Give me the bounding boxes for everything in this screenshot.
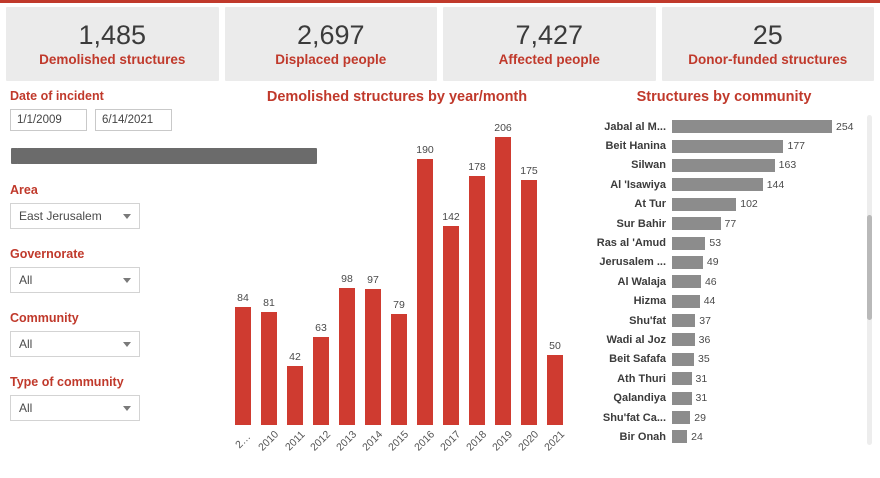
bar[interactable] (547, 355, 563, 425)
chevron-down-icon (123, 342, 131, 347)
governorate-filter (8, 247, 212, 293)
community-bar-wrap (672, 237, 860, 250)
bar[interactable] (495, 137, 511, 425)
community-scrollbar[interactable] (867, 115, 872, 445)
axis-tick (412, 427, 438, 471)
community-bar[interactable] (672, 314, 695, 327)
date-from-input[interactable]: 1/1/2009 (10, 109, 87, 131)
community-label: Community (10, 311, 79, 325)
vertical-bar-axis-labels (230, 427, 568, 471)
community-value-label: 49 (706, 256, 719, 269)
bar-value-label: 63 (315, 321, 327, 334)
kpi-value: 1,485 (78, 19, 147, 50)
axis-tick (386, 427, 412, 471)
community-scrollbar-thumb[interactable] (867, 215, 872, 320)
community-value-label: 37 (699, 314, 711, 327)
axis-tick (438, 427, 464, 471)
date-range-slider[interactable] (14, 147, 208, 165)
kpi-card-donor-funded-structures (662, 7, 875, 81)
kpi-label: Demolished structures (39, 52, 186, 68)
community-bar[interactable] (672, 178, 763, 191)
community-bar-wrap (672, 217, 860, 230)
community-bar[interactable] (672, 159, 775, 172)
community-value-label: 163 (778, 159, 797, 172)
community-bar[interactable] (672, 140, 783, 153)
demolished-structures-by-year-chart (220, 87, 574, 477)
community-dropdown[interactable] (10, 331, 140, 357)
community-bar[interactable] (672, 217, 721, 230)
community-bar-wrap (672, 411, 860, 424)
bar-value-label: 81 (263, 296, 275, 309)
bar-column[interactable] (230, 117, 256, 425)
community-bar[interactable] (672, 295, 700, 308)
bar-value-label: 175 (520, 165, 538, 177)
type-of-community-dropdown-value: All (19, 401, 33, 415)
community-value-label: 44 (703, 295, 716, 308)
community-name: Shu'fat Ca... (602, 411, 666, 424)
community-row[interactable] (574, 233, 860, 252)
community-row[interactable] (574, 311, 860, 330)
community-row[interactable] (574, 388, 860, 407)
axis-tick-label: 2021 (542, 428, 568, 454)
axis-tick-label: 2016 (412, 428, 438, 454)
community-value-label: 31 (695, 372, 708, 385)
bar[interactable] (365, 289, 381, 425)
community-bar-wrap (672, 353, 860, 366)
bar[interactable] (339, 288, 355, 425)
community-bar[interactable] (672, 198, 736, 211)
community-bar[interactable] (672, 275, 701, 288)
axis-tick-label: 2013 (334, 428, 360, 454)
bar-value-label: 50 (549, 340, 561, 352)
axis-tick (230, 427, 256, 471)
bar[interactable] (313, 337, 329, 425)
community-name: Al Walaja (617, 275, 666, 288)
bar-value-label: 97 (367, 274, 379, 287)
community-value-label: 254 (836, 120, 854, 133)
community-bar-wrap (672, 430, 860, 443)
bar[interactable] (235, 307, 251, 425)
community-bar[interactable] (672, 411, 690, 424)
governorate-dropdown-value: All (19, 273, 33, 287)
axis-tick-label: 2019 (490, 428, 516, 454)
bar[interactable] (391, 314, 407, 425)
bar-value-label: 178 (468, 160, 486, 173)
community-row[interactable] (574, 350, 860, 369)
bar[interactable] (287, 366, 303, 425)
bar[interactable] (469, 176, 485, 425)
kpi-value: 7,427 (515, 19, 584, 50)
type-of-community-label: Type of community (10, 375, 124, 389)
community-bar-wrap (672, 314, 860, 327)
bar-column[interactable] (412, 117, 438, 425)
community-name: Sur Bahir (616, 217, 666, 230)
community-bar-wrap (672, 198, 860, 211)
community-bar-wrap (672, 256, 860, 269)
axis-tick (256, 427, 282, 471)
date-of-incident-label: Date of incident (10, 89, 104, 103)
kpi-value: 25 (752, 19, 783, 50)
community-name: Ath Thuri (617, 372, 666, 385)
chevron-down-icon (123, 214, 131, 219)
chevron-down-icon (123, 406, 131, 411)
bar-column[interactable] (256, 117, 282, 425)
community-name: Hizma (633, 295, 666, 308)
bar-column[interactable] (464, 117, 490, 425)
community-row[interactable] (574, 195, 860, 214)
community-bar[interactable] (672, 237, 705, 250)
bar-value-label: 206 (494, 121, 512, 134)
community-name: Bir Onah (619, 430, 666, 443)
community-bar-wrap (672, 178, 860, 191)
community-value-label: 24 (691, 430, 703, 443)
community-bar[interactable] (672, 392, 692, 405)
community-dropdown-value: All (19, 337, 33, 351)
community-filter (8, 311, 212, 357)
community-row[interactable] (574, 117, 860, 136)
axis-tick-label: 2012 (308, 428, 334, 454)
kpi-card-affected-people (443, 7, 656, 81)
community-row[interactable] (574, 369, 860, 388)
bar-column[interactable] (386, 117, 412, 425)
bar-column[interactable] (334, 117, 360, 425)
chart-title: Demolished structures by year/month (266, 89, 528, 105)
community-name: Silwan (631, 159, 666, 172)
community-row[interactable] (574, 292, 860, 311)
community-bar-wrap (672, 159, 860, 172)
axis-tick-label: 2018 (464, 428, 490, 454)
community-row[interactable] (574, 175, 860, 194)
community-value-label: 102 (740, 198, 758, 211)
community-row[interactable] (574, 253, 860, 272)
horizontal-bars (574, 117, 874, 447)
community-name: Beit Safafa (609, 353, 666, 366)
axis-tick-label: 2020 (516, 428, 542, 454)
axis-tick (464, 427, 490, 471)
bar-column[interactable] (308, 117, 334, 425)
community-value-label: 35 (698, 353, 710, 366)
bar-column[interactable] (542, 117, 568, 425)
type-of-community-filter (8, 375, 212, 421)
kpi-card-displaced-people (225, 7, 438, 81)
community-name: Shu'fat (629, 314, 666, 327)
axis-tick (516, 427, 542, 471)
community-bar-wrap (672, 120, 860, 133)
bar-column[interactable] (438, 117, 464, 425)
kpi-row (0, 3, 880, 81)
community-bar[interactable] (672, 430, 687, 443)
axis-tick-label: 2014 (360, 428, 386, 454)
structures-by-community-chart (574, 87, 874, 477)
community-bar-wrap (672, 140, 860, 153)
axis-tick-label: 2015 (386, 428, 412, 454)
community-value-label: 46 (704, 275, 717, 288)
community-row[interactable] (574, 408, 860, 427)
community-name: Wadi al Joz (606, 333, 666, 346)
bar-value-label: 98 (341, 272, 353, 285)
community-row[interactable] (574, 272, 860, 291)
community-row[interactable] (574, 156, 860, 175)
area-dropdown-value: East Jerusalem (19, 209, 102, 223)
community-name: Qalandiya (613, 392, 666, 405)
area-dropdown[interactable] (10, 203, 140, 229)
axis-tick-label: 2… (232, 430, 254, 452)
axis-tick (542, 427, 568, 471)
community-value-label: 36 (698, 333, 711, 346)
community-value-label: 53 (709, 237, 722, 250)
area-label: Area (10, 183, 38, 197)
axis-tick (282, 427, 308, 471)
community-bar-wrap (672, 295, 860, 308)
bar-value-label: 190 (416, 144, 434, 156)
community-value-label: 177 (787, 140, 806, 153)
bar-value-label: 79 (393, 299, 405, 312)
bar[interactable] (443, 226, 459, 425)
bar-value-label: 142 (442, 211, 460, 224)
axis-tick-label: 2010 (256, 428, 282, 454)
community-name: Al 'Isawiya (610, 178, 666, 191)
vertical-bars (230, 117, 568, 425)
kpi-value: 2,697 (296, 19, 365, 50)
community-row[interactable] (574, 136, 860, 155)
axis-tick (308, 427, 334, 471)
community-row[interactable] (574, 214, 860, 233)
bar-column[interactable] (516, 117, 542, 425)
community-bar[interactable] (672, 372, 692, 385)
kpi-label: Affected people (498, 52, 600, 68)
kpi-label: Donor-funded structures (688, 52, 848, 68)
bar-column[interactable] (282, 117, 308, 425)
bar[interactable] (521, 180, 537, 425)
chevron-down-icon (123, 278, 131, 283)
area-filter (8, 183, 212, 229)
axis-tick (360, 427, 386, 471)
kpi-label: Displaced people (275, 52, 387, 68)
axis-tick-label: 2011 (282, 428, 308, 454)
community-value-label: 77 (724, 217, 737, 230)
community-bar[interactable] (672, 333, 695, 346)
community-bar-wrap (672, 372, 860, 385)
bar-column[interactable] (360, 117, 386, 425)
axis-tick (490, 427, 516, 471)
governorate-dropdown[interactable] (10, 267, 140, 293)
bar-column[interactable] (490, 117, 516, 425)
community-bar[interactable] (672, 120, 832, 133)
date-range-inputs (10, 109, 212, 131)
filter-panel (8, 87, 220, 477)
type-of-community-dropdown[interactable] (10, 395, 140, 421)
community-bar-wrap (672, 275, 860, 288)
community-name: Ras al 'Amud (596, 237, 666, 250)
bar[interactable] (261, 312, 277, 425)
axis-tick (334, 427, 360, 471)
bar-value-label: 42 (289, 351, 301, 364)
community-bar[interactable] (672, 353, 694, 366)
community-value-label: 31 (695, 392, 708, 405)
bar[interactable] (417, 159, 433, 425)
date-to-input[interactable]: 6/14/2021 (95, 109, 172, 131)
community-name: Beit Hanina (605, 140, 666, 153)
community-row[interactable] (574, 330, 860, 349)
community-name: Jerusalem ... (599, 256, 666, 269)
axis-tick-label: 2017 (438, 428, 464, 454)
governorate-label: Governorate (10, 247, 85, 261)
community-bar-wrap (672, 333, 860, 346)
community-row[interactable] (574, 427, 860, 446)
community-bar-wrap (672, 392, 860, 405)
bar-value-label: 84 (237, 292, 249, 305)
chart-title: Structures by community (636, 89, 812, 105)
main-content (0, 81, 880, 477)
community-value-label: 144 (766, 178, 785, 191)
community-bar[interactable] (672, 256, 703, 269)
community-name: Jabal al M... (604, 120, 666, 133)
kpi-card-demolished-structures (6, 7, 219, 81)
community-name: At Tur (634, 198, 666, 211)
community-value-label: 29 (694, 411, 706, 424)
